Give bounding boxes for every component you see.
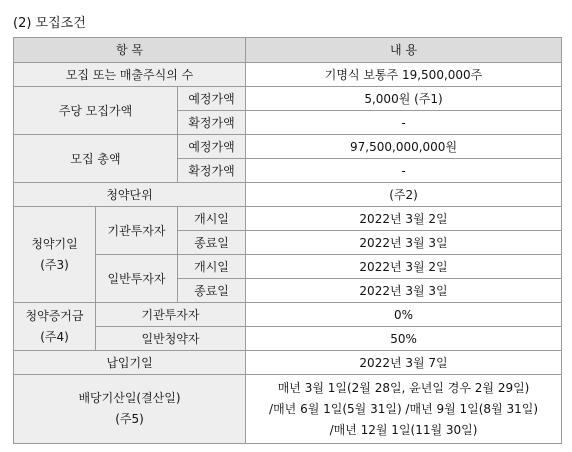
price-planned-label: 예정가액 — [178, 87, 246, 111]
price-planned-value: 5,000원 (주1) — [246, 87, 562, 111]
period-inst-start-label: 개시일 — [178, 207, 246, 231]
dividend-value-line3: /매년 12월 1일(11월 30일) — [329, 422, 478, 437]
period-retail-end-label: 종료일 — [178, 279, 246, 303]
period-retail-start-label: 개시일 — [178, 255, 246, 279]
price-final-value: - — [246, 111, 562, 135]
deposit-retail-value: 50% — [246, 327, 562, 351]
period-label-line1: 청약기일 — [31, 236, 78, 251]
shares-label: 모집 또는 매출주식의 수 — [14, 63, 246, 87]
period-retail-end-value: 2022년 3월 3일 — [246, 279, 562, 303]
period-inst-start-value: 2022년 3월 2일 — [246, 207, 562, 231]
table-header-row — [14, 38, 562, 63]
total-final-value: - — [246, 159, 562, 183]
table-row — [14, 327, 562, 351]
payment-value: 2022년 3월 7일 — [246, 351, 562, 375]
dividend-value — [246, 375, 562, 444]
period-retail-start-value: 2022년 3월 2일 — [246, 255, 562, 279]
header-item: 항 목 — [14, 38, 246, 63]
table-row — [14, 255, 562, 279]
period-inst-end-label: 종료일 — [178, 231, 246, 255]
section-heading: (2) 모집조건 — [13, 16, 86, 31]
dividend-label-line2: (주5) — [115, 412, 144, 426]
period-inst-end-value: 2022년 3월 3일 — [246, 231, 562, 255]
table-row — [14, 135, 562, 159]
deposit-retail-label: 일반청약자 — [96, 327, 246, 351]
dividend-label-line1: 배당기산일(결산일) — [78, 391, 181, 405]
table-row — [14, 303, 562, 327]
unit-label: 청약단위 — [14, 183, 246, 207]
deposit-inst-value: 0% — [246, 303, 562, 327]
header-content: 내 용 — [246, 38, 562, 63]
deposit-label-line2: (주4) — [40, 329, 69, 344]
total-planned-label: 예정가액 — [178, 135, 246, 159]
dividend-label — [14, 375, 246, 444]
dividend-value-line1: 매년 3월 1일(2월 28일, 윤년일 경우 2월 29일) — [277, 380, 530, 395]
dividend-value-line2: /매년 6월 1일(5월 31일) /매년 9월 1일(8월 31일) — [269, 401, 539, 416]
table-row — [14, 375, 562, 444]
total-final-label: 확정가액 — [178, 159, 246, 183]
period-retail-label: 일반투자자 — [96, 255, 178, 303]
period-label — [14, 207, 96, 303]
deposit-label — [14, 303, 96, 351]
table-row — [14, 87, 562, 111]
price-label: 주당 모집가액 — [14, 87, 178, 135]
total-label: 모집 총액 — [14, 135, 178, 183]
deposit-inst-label: 기관투자자 — [96, 303, 246, 327]
table-row — [14, 63, 562, 87]
unit-value: (주2) — [246, 183, 562, 207]
deposit-label-line1: 청약증거금 — [25, 308, 84, 323]
period-label-line2: (주3) — [40, 257, 69, 272]
table-row — [14, 183, 562, 207]
period-inst-label: 기관투자자 — [96, 207, 178, 255]
payment-label: 납입기일 — [14, 351, 246, 375]
price-final-label: 확정가액 — [178, 111, 246, 135]
table-row — [14, 207, 562, 231]
offering-conditions-table — [13, 37, 562, 444]
table-row — [14, 351, 562, 375]
total-planned-value: 97,500,000,000원 — [246, 135, 562, 159]
shares-value: 기명식 보통주 19,500,000주 — [246, 63, 562, 87]
